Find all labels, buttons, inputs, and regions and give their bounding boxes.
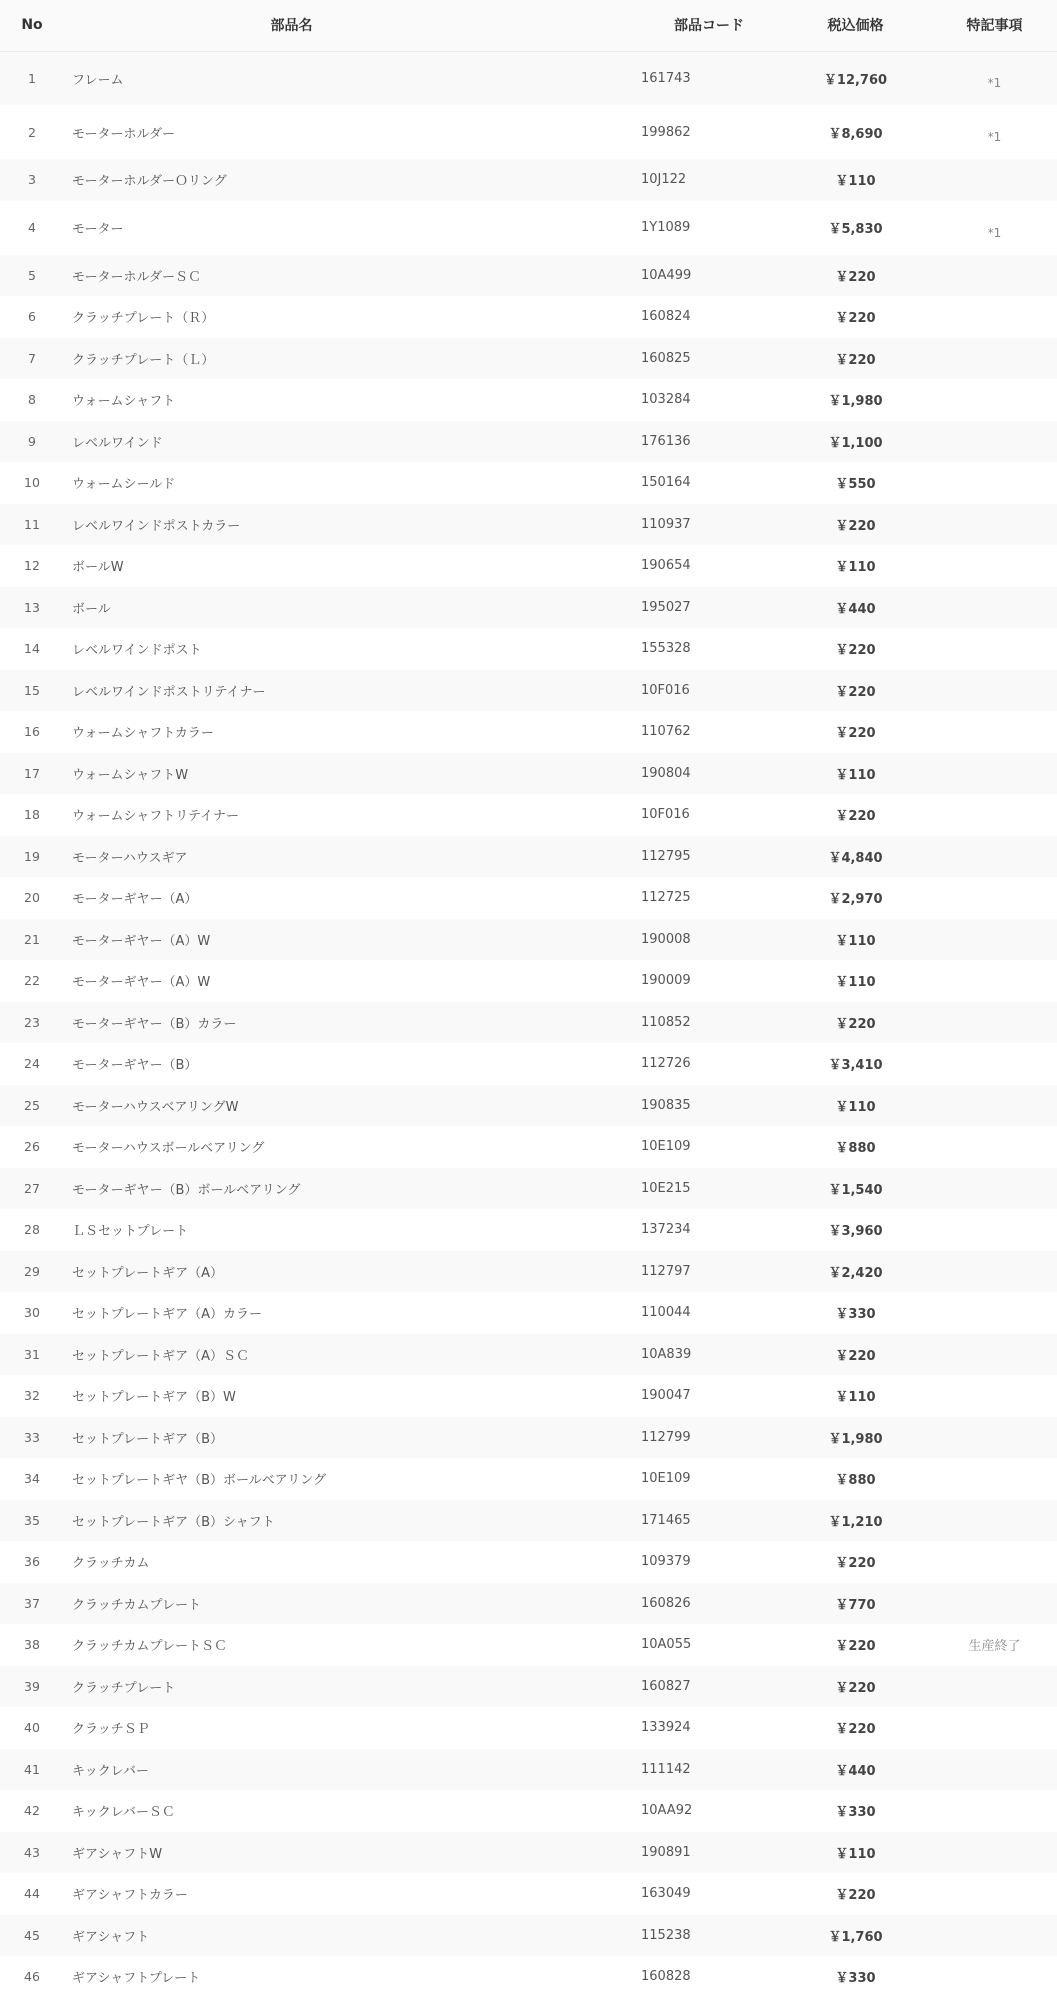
table-row xyxy=(0,105,1057,159)
row-no: 13 xyxy=(24,599,40,615)
part-price: ￥3,410 xyxy=(828,1058,883,1074)
part-code: 133924 xyxy=(641,1720,691,1736)
part-code: 112726 xyxy=(641,1056,691,1072)
part-name: ウォームシャフトカラー xyxy=(72,726,214,742)
part-name: ウォームシャフト xyxy=(72,394,176,410)
part-note xyxy=(932,1749,1057,1791)
part-price: ￥220 xyxy=(835,1888,876,1904)
table-row xyxy=(0,1334,1057,1376)
row-no: 37 xyxy=(24,1595,40,1611)
table-row xyxy=(0,836,1057,878)
part-price: ￥1,540 xyxy=(828,1182,883,1198)
part-name: レベルワインドポストリテイナー xyxy=(72,684,266,700)
table-row xyxy=(0,255,1057,297)
part-code: 160824 xyxy=(641,309,691,325)
part-price: ￥220 xyxy=(835,1639,876,1655)
table-row xyxy=(0,159,1057,201)
table-row xyxy=(0,296,1057,338)
part-name: ギアシャフトプレート xyxy=(72,1971,201,1987)
table-row xyxy=(0,379,1057,421)
table-row xyxy=(0,1500,1057,1542)
table-row xyxy=(0,1375,1057,1417)
table-row xyxy=(0,421,1057,463)
part-price: ￥220 xyxy=(835,269,876,285)
part-note xyxy=(932,711,1057,753)
part-name: レベルワインドポストカラー xyxy=(72,518,241,534)
part-name: ＬＳセットプレート xyxy=(72,1224,189,1240)
part-note xyxy=(932,462,1057,504)
header-part-code: 部品コード xyxy=(674,18,744,35)
part-name: クラッチカムプレートＳＣ xyxy=(72,1639,227,1655)
part-note xyxy=(932,919,1057,961)
part-code: 10A055 xyxy=(641,1637,692,1653)
part-name: ギアシャフトカラー xyxy=(72,1888,188,1904)
row-no: 7 xyxy=(28,350,36,366)
row-no: 3 xyxy=(28,172,36,188)
part-code: 110044 xyxy=(641,1305,691,1321)
part-note xyxy=(932,794,1057,836)
row-no: 34 xyxy=(24,1471,40,1487)
header-part-name: 部品名 xyxy=(270,18,313,35)
part-price: ￥550 xyxy=(835,477,876,493)
table-row xyxy=(0,1417,1057,1459)
part-code: 10E215 xyxy=(641,1180,691,1196)
part-note xyxy=(932,1583,1057,1625)
part-code: 10J122 xyxy=(641,172,687,188)
row-no: 41 xyxy=(24,1761,40,1777)
part-code: 190008 xyxy=(641,931,691,947)
row-no: 5 xyxy=(28,267,36,283)
part-note xyxy=(932,1500,1057,1542)
part-name: ギアシャフトW xyxy=(72,1846,163,1862)
part-code: 163049 xyxy=(641,1886,691,1902)
part-price: ￥5,830 xyxy=(828,222,883,237)
part-code: 111142 xyxy=(641,1761,691,1777)
part-note xyxy=(932,1334,1057,1376)
table-row xyxy=(0,1624,1057,1666)
part-name: モーターホルダーＯリング xyxy=(72,174,227,190)
part-code: 1Y1089 xyxy=(641,220,691,235)
part-price: ￥220 xyxy=(835,311,876,327)
part-code: 190891 xyxy=(641,1844,691,1860)
table-row xyxy=(0,1873,1057,1915)
part-price: ￥3,960 xyxy=(828,1224,883,1240)
part-note xyxy=(932,1209,1057,1251)
part-name: モーターギヤー（A）W xyxy=(72,933,211,949)
part-price: ￥110 xyxy=(835,975,876,991)
part-price: ￥220 xyxy=(835,1348,876,1364)
table-row xyxy=(0,877,1057,919)
part-price: ￥110 xyxy=(835,1099,876,1115)
part-code: 115238 xyxy=(641,1927,691,1943)
table-row xyxy=(0,670,1057,712)
part-note: *1 xyxy=(987,76,1002,91)
table-row xyxy=(0,1292,1057,1334)
part-note xyxy=(932,421,1057,463)
part-price: ￥220 xyxy=(835,726,876,742)
part-code: 103284 xyxy=(641,392,691,408)
part-price: ￥330 xyxy=(835,1971,876,1987)
table-row xyxy=(0,1749,1057,1791)
part-name: モーターホルダー xyxy=(72,126,175,142)
part-name: ウォームシールド xyxy=(72,477,176,493)
part-note xyxy=(932,159,1057,201)
part-note xyxy=(932,587,1057,629)
part-name: セットプレートギア（B）W xyxy=(72,1390,236,1406)
part-code: 112725 xyxy=(641,890,691,906)
table-row xyxy=(0,1085,1057,1127)
row-no: 21 xyxy=(24,931,40,947)
row-no: 6 xyxy=(28,309,36,325)
part-code: 190654 xyxy=(641,558,691,574)
row-no: 28 xyxy=(24,1222,40,1238)
part-code: 150164 xyxy=(641,475,691,491)
part-name: クラッチカム xyxy=(72,1556,150,1572)
part-price: ￥220 xyxy=(835,518,876,534)
row-no: 4 xyxy=(28,220,36,235)
part-note xyxy=(932,753,1057,795)
part-note xyxy=(932,960,1057,1002)
part-note xyxy=(932,1666,1057,1708)
part-note xyxy=(932,296,1057,338)
part-code: 109379 xyxy=(641,1554,691,1570)
part-code: 190835 xyxy=(641,1097,691,1113)
part-price: ￥110 xyxy=(835,174,876,190)
table-row xyxy=(0,1002,1057,1044)
part-name: クラッチプレート（Ｒ） xyxy=(72,311,215,327)
table-row xyxy=(0,201,1057,255)
part-code: 112795 xyxy=(641,848,691,864)
part-name: ウォームシャフトW xyxy=(72,767,189,783)
table-row xyxy=(0,1126,1057,1168)
row-no: 40 xyxy=(24,1720,40,1736)
part-price: ￥1,980 xyxy=(828,394,883,410)
part-note xyxy=(932,1085,1057,1127)
row-no: 22 xyxy=(24,973,40,989)
part-note xyxy=(932,1790,1057,1832)
part-name: キックレバー xyxy=(72,1763,149,1779)
part-note xyxy=(932,1251,1057,1293)
row-no: 16 xyxy=(24,724,40,740)
row-no: 30 xyxy=(24,1305,40,1321)
part-code: 10E109 xyxy=(641,1471,691,1487)
header-row xyxy=(0,0,1057,51)
part-note: *1 xyxy=(987,225,1002,240)
part-note xyxy=(932,1375,1057,1417)
row-no: 11 xyxy=(24,516,40,532)
part-note xyxy=(932,504,1057,546)
part-code: 10AA92 xyxy=(641,1803,693,1819)
row-no: 17 xyxy=(24,765,40,781)
row-no: 12 xyxy=(24,558,40,574)
part-code: 10E109 xyxy=(641,1139,691,1155)
row-no: 20 xyxy=(24,890,40,906)
table-row xyxy=(0,628,1057,670)
part-code: 176136 xyxy=(641,433,691,449)
part-price: ￥220 xyxy=(835,1556,876,1572)
part-note xyxy=(932,1541,1057,1583)
part-name: キックレバーＳＣ xyxy=(72,1805,175,1821)
part-name: セットプレートギア（A）ＳＣ xyxy=(72,1348,249,1364)
row-no: 27 xyxy=(24,1180,40,1196)
part-code: 160825 xyxy=(641,350,691,366)
row-no: 8 xyxy=(28,392,36,408)
part-name: クラッチカムプレート xyxy=(72,1597,201,1613)
part-name: ギアシャフト xyxy=(72,1929,150,1945)
part-price: ￥110 xyxy=(835,933,876,949)
part-code: 160826 xyxy=(641,1595,691,1611)
row-no: 46 xyxy=(24,1969,40,1985)
part-code: 110852 xyxy=(641,1014,691,1030)
part-price: ￥220 xyxy=(835,809,876,825)
part-price: ￥8,690 xyxy=(828,126,883,142)
table-row xyxy=(0,1583,1057,1625)
part-note xyxy=(932,1043,1057,1085)
table-header xyxy=(0,0,1057,51)
part-note xyxy=(932,379,1057,421)
row-no: 18 xyxy=(24,807,40,823)
part-name: クラッチプレート xyxy=(72,1680,176,1696)
part-code: 10A499 xyxy=(641,267,692,283)
part-price: ￥1,760 xyxy=(828,1929,883,1945)
table-row xyxy=(0,1832,1057,1874)
part-name: モーターギヤー（B）ボールベアリング xyxy=(72,1182,301,1198)
part-name: セットプレートギア（B） xyxy=(72,1431,224,1447)
part-code: 190009 xyxy=(641,973,691,989)
table-row xyxy=(0,919,1057,961)
part-note xyxy=(932,670,1057,712)
part-price: ￥1,980 xyxy=(828,1431,883,1447)
part-price: ￥220 xyxy=(835,1722,876,1738)
part-note: *1 xyxy=(987,130,1002,144)
part-price: ￥330 xyxy=(835,1307,876,1323)
row-no: 10 xyxy=(24,475,40,491)
part-name: セットプレートギヤ（B）ボールベアリング xyxy=(72,1473,326,1489)
row-no: 35 xyxy=(24,1512,40,1528)
part-price: ￥12,760 xyxy=(823,72,888,88)
row-no: 36 xyxy=(24,1554,40,1570)
table-row xyxy=(0,711,1057,753)
row-no: 1 xyxy=(28,70,36,86)
table-row xyxy=(0,1251,1057,1293)
part-code: 110762 xyxy=(641,724,691,740)
part-note xyxy=(932,1126,1057,1168)
part-name: モーターハウスベアリングW xyxy=(72,1099,239,1115)
table-row xyxy=(0,1458,1057,1500)
part-note xyxy=(932,1707,1057,1749)
part-note xyxy=(932,628,1057,670)
part-name: セットプレートギア（A） xyxy=(72,1265,223,1281)
table-row xyxy=(0,1707,1057,1749)
part-price: ￥2,420 xyxy=(828,1265,883,1281)
row-no: 45 xyxy=(24,1927,40,1943)
row-no: 24 xyxy=(24,1056,40,1072)
part-note xyxy=(932,1292,1057,1334)
row-no: 39 xyxy=(24,1678,40,1694)
part-price: ￥110 xyxy=(835,767,876,783)
part-price: ￥4,840 xyxy=(828,850,883,866)
table-row xyxy=(0,587,1057,629)
part-code: 137234 xyxy=(641,1222,691,1238)
row-no: 29 xyxy=(24,1263,40,1279)
part-code: 171465 xyxy=(641,1512,691,1528)
table-row xyxy=(0,504,1057,546)
part-code: 155328 xyxy=(641,641,691,657)
table-row xyxy=(0,1541,1057,1583)
part-note xyxy=(932,877,1057,919)
part-name: モーターギヤー（B）カラー xyxy=(72,1016,237,1032)
table-body xyxy=(0,51,1057,1998)
part-code: 10A839 xyxy=(641,1346,692,1362)
part-name: モーターギヤー（A）W xyxy=(72,975,211,991)
table-row xyxy=(0,1168,1057,1210)
part-name: ボールW xyxy=(72,560,124,576)
part-note xyxy=(932,1458,1057,1500)
part-name: ウォームシャフトリテイナー xyxy=(72,809,240,825)
part-name: セットプレートギア（A）カラー xyxy=(72,1307,262,1323)
part-name: モーターホルダーＳＣ xyxy=(72,269,201,285)
header-note: 特記事項 xyxy=(966,18,1023,35)
part-name: クラッチＳＰ xyxy=(72,1722,150,1738)
row-no: 42 xyxy=(24,1803,40,1819)
part-name: フレーム xyxy=(72,72,124,88)
part-code: 190804 xyxy=(641,765,691,781)
table-row xyxy=(0,1043,1057,1085)
row-no: 26 xyxy=(24,1139,40,1155)
part-price: ￥440 xyxy=(835,1763,876,1779)
part-code: 112799 xyxy=(641,1429,691,1445)
part-code: 190047 xyxy=(641,1388,691,1404)
part-note xyxy=(932,836,1057,878)
row-no: 31 xyxy=(24,1346,40,1362)
part-note: 生産終了 xyxy=(968,1639,1021,1655)
part-code: 110937 xyxy=(641,516,691,532)
part-code: 10F016 xyxy=(641,807,690,823)
part-name: セットプレートギア（B）シャフト xyxy=(72,1514,275,1530)
part-code: 160827 xyxy=(641,1678,691,1694)
table-row xyxy=(0,794,1057,836)
table-row xyxy=(0,545,1057,587)
table-row xyxy=(0,1915,1057,1957)
table-row xyxy=(0,462,1057,504)
table-row xyxy=(0,753,1057,795)
row-no: 25 xyxy=(24,1097,40,1113)
part-note xyxy=(932,1002,1057,1044)
table-row xyxy=(0,51,1057,105)
table-row xyxy=(0,1666,1057,1708)
row-no: 44 xyxy=(24,1886,40,1902)
part-note xyxy=(932,1832,1057,1874)
part-price: ￥220 xyxy=(835,1016,876,1032)
part-price: ￥110 xyxy=(835,1390,876,1406)
part-code: 160828 xyxy=(641,1969,691,1985)
part-note xyxy=(932,1956,1057,1998)
part-price: ￥1,100 xyxy=(828,435,883,451)
part-price: ￥440 xyxy=(835,601,876,617)
row-no: 33 xyxy=(24,1429,40,1445)
part-name: レベルワインド xyxy=(72,435,163,451)
part-note xyxy=(932,338,1057,380)
part-name: モーターギヤー（A） xyxy=(72,892,198,908)
part-price: ￥110 xyxy=(835,560,876,576)
table-row xyxy=(0,338,1057,380)
part-price: ￥770 xyxy=(835,1597,876,1613)
part-price: ￥330 xyxy=(835,1805,876,1821)
part-code: 199862 xyxy=(641,124,691,140)
row-no: 32 xyxy=(24,1388,40,1404)
table-row xyxy=(0,960,1057,1002)
row-no: 38 xyxy=(24,1637,40,1653)
table-row xyxy=(0,1956,1057,1998)
row-no: 14 xyxy=(24,641,40,657)
part-name: モーターハウスボールベアリング xyxy=(72,1141,265,1157)
part-code: 161743 xyxy=(641,70,691,86)
row-no: 15 xyxy=(24,682,40,698)
header-no: No xyxy=(21,17,43,34)
header-price: 税込価格 xyxy=(827,18,884,35)
row-no: 9 xyxy=(28,433,36,449)
part-note xyxy=(932,255,1057,297)
part-name: ボール xyxy=(72,601,111,617)
row-no: 2 xyxy=(28,124,36,140)
part-note xyxy=(932,1915,1057,1957)
part-note xyxy=(932,1873,1057,1915)
row-no: 43 xyxy=(24,1844,40,1860)
part-name: レベルワインドポスト xyxy=(72,643,202,659)
part-price: ￥220 xyxy=(835,643,876,659)
part-code: 112797 xyxy=(641,1263,691,1279)
part-note xyxy=(932,1417,1057,1459)
part-price: ￥110 xyxy=(835,1846,876,1862)
part-name: モーターハウスギア xyxy=(72,850,188,866)
part-price: ￥1,210 xyxy=(828,1514,883,1530)
part-name: モーター xyxy=(72,222,124,237)
row-no: 23 xyxy=(24,1014,40,1030)
part-note xyxy=(932,1168,1057,1210)
table-row xyxy=(0,1209,1057,1251)
part-name: クラッチプレート（Ｌ） xyxy=(72,352,215,368)
part-price: ￥220 xyxy=(835,684,876,700)
part-price: ￥880 xyxy=(835,1473,876,1489)
part-code: 10F016 xyxy=(641,682,690,698)
part-price: ￥2,970 xyxy=(828,892,883,908)
part-note xyxy=(932,545,1057,587)
part-name: モーターギヤー（B） xyxy=(72,1058,198,1074)
row-no: 19 xyxy=(24,848,40,864)
part-price: ￥220 xyxy=(835,352,876,368)
part-price: ￥880 xyxy=(835,1141,876,1157)
part-code: 195027 xyxy=(641,599,691,615)
part-price: ￥220 xyxy=(835,1680,876,1696)
table-row xyxy=(0,1790,1057,1832)
